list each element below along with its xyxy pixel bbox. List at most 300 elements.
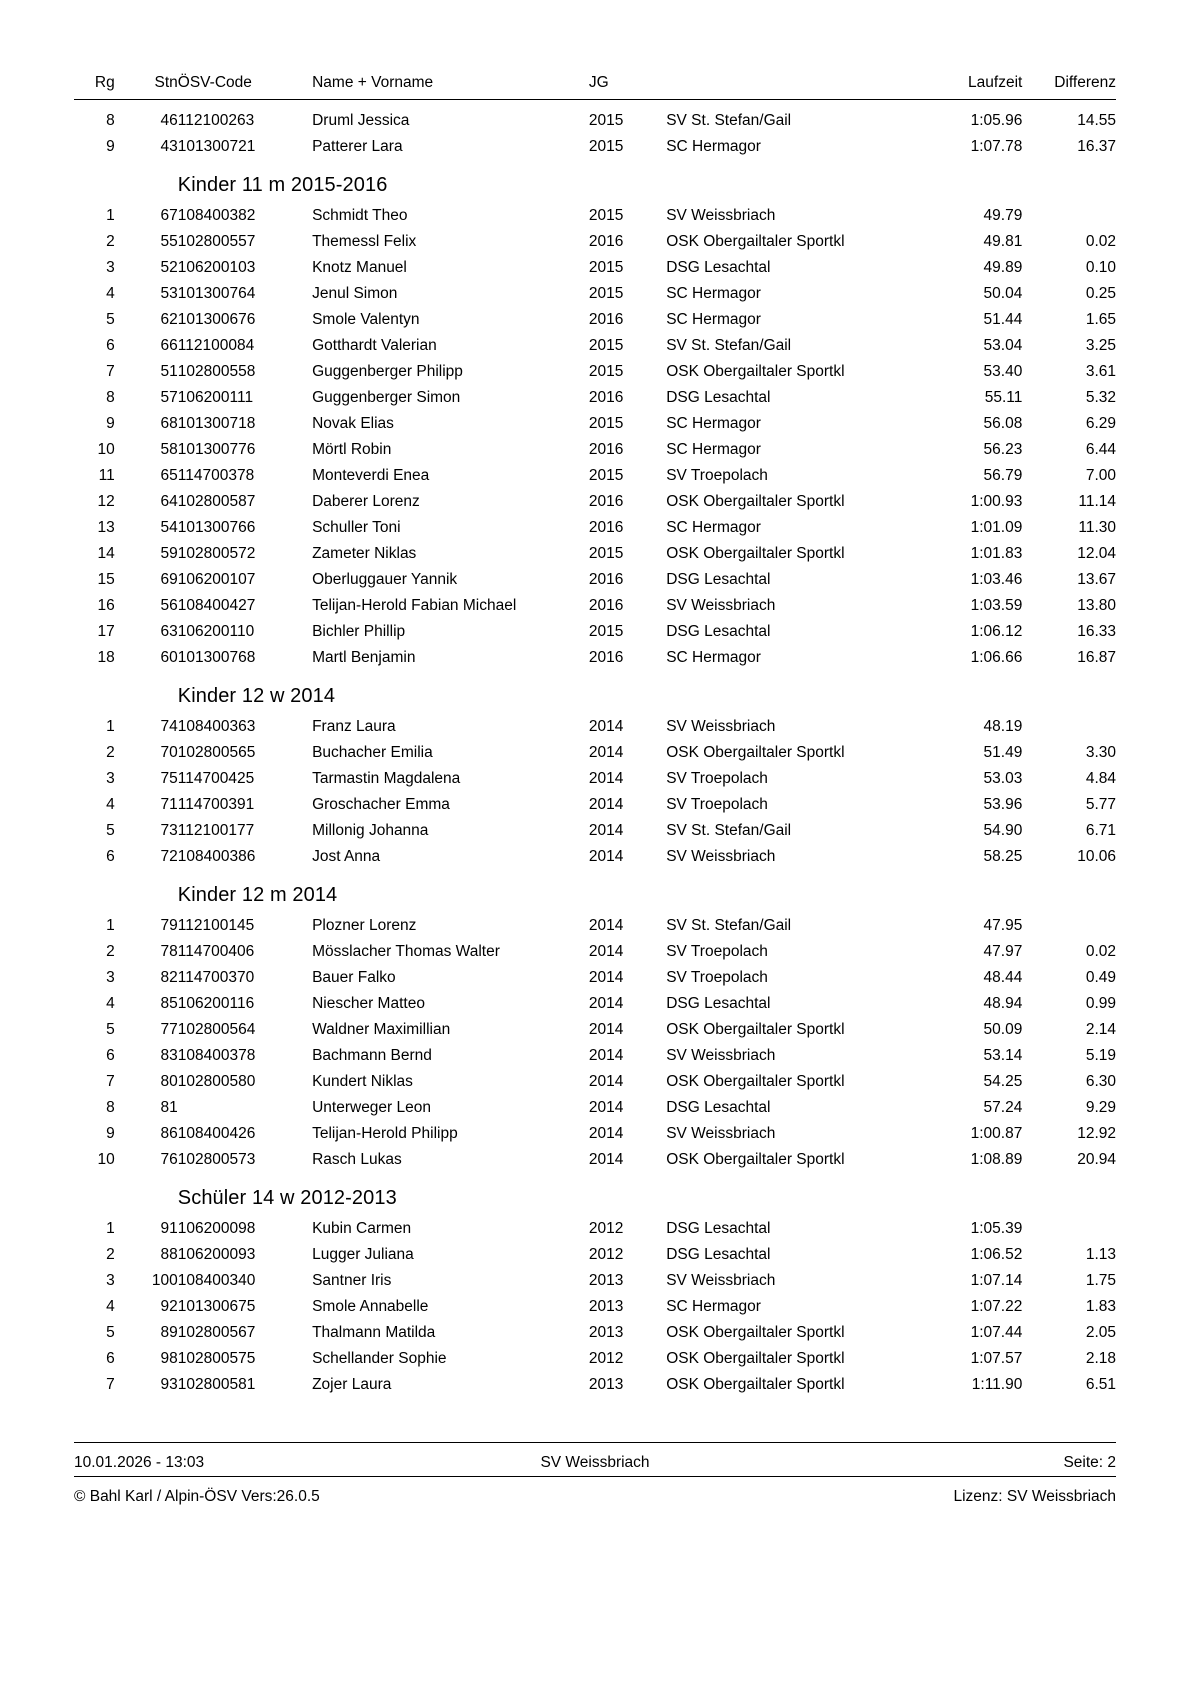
club-cell: DSG Lesachtal [666,259,771,276]
difference-cell: 12.92 [1077,1125,1116,1142]
column-header: ÖSV-Code [178,74,312,100]
start-number-cell: 59 [160,545,178,562]
athlete-name-cell: Buchacher Emilia [312,744,433,761]
birth-year-cell: 2015 [588,259,624,276]
birth-year-cell: 2013 [588,1298,624,1315]
rank-cell: 5 [106,1324,115,1341]
athlete-name-cell: Telijan-Herold Philipp [312,1125,458,1142]
club-cell: SV Troepolach [666,770,768,787]
rank-cell: 11 [98,467,115,484]
rank-cell: 12 [97,493,115,510]
difference-cell: 7.00 [1085,467,1116,484]
osv-code-cell: 101300718 [177,415,256,432]
rank-cell: 8 [106,1099,115,1116]
birth-year-cell: 2012 [588,1350,624,1367]
birth-year-cell: 2014 [588,969,624,986]
start-number-cell: 93 [160,1376,178,1393]
osv-code-cell: 102800564 [177,1021,256,1038]
run-time-cell: 58.25 [983,848,1023,865]
rank-cell: 3 [106,259,115,276]
spacer-cell [115,160,178,203]
rank-cell: 2 [106,233,115,250]
rank-cell: 16 [97,597,115,614]
athlete-name-cell: Daberer Lorenz [312,493,420,510]
rank-cell: 7 [106,363,115,380]
athlete-name-cell: Knotz Manuel [312,259,407,276]
osv-code-cell: 114700391 [177,796,255,813]
table-header-row [74,74,1116,100]
start-number-cell: 56 [160,597,178,614]
spacer-cell [115,870,178,913]
start-number-cell: 46 [160,112,178,129]
start-number-cell: 82 [160,969,178,986]
athlete-name-cell: Schuller Toni [312,519,401,536]
difference-cell: 11.14 [1078,493,1116,510]
run-time-cell: 1:05.39 [970,1220,1023,1237]
table-row [74,203,1116,229]
club-cell: OSK Obergailtaler Sportkl [666,1350,845,1367]
run-time-cell: 1:07.57 [970,1350,1023,1367]
birth-year-cell: 2014 [588,822,624,839]
club-cell: SV Troepolach [666,969,768,986]
start-number-cell: 92 [160,1298,178,1315]
table-row [74,740,1116,766]
run-time-cell: 49.79 [983,207,1023,224]
athlete-name-cell: Zojer Laura [312,1376,392,1393]
run-time-cell: 53.40 [983,363,1023,380]
birth-year-cell: 2014 [588,1099,624,1116]
rank-cell: 7 [106,1073,115,1090]
table-row [74,818,1116,844]
start-number-cell: 100 [151,1272,178,1289]
birth-year-cell: 2016 [588,571,624,588]
run-time-cell: 56.08 [983,415,1023,432]
start-number-cell: 83 [160,1047,178,1064]
birth-year-cell: 2012 [588,1220,624,1237]
difference-cell: 6.51 [1085,1376,1116,1393]
rank-cell: 18 [97,649,115,666]
rank-cell: 2 [106,1246,115,1263]
table-row [74,255,1116,281]
table-row [74,792,1116,818]
rank-cell: 4 [106,995,115,1012]
difference-cell: 3.61 [1085,363,1116,380]
club-cell: SV Troepolach [666,943,768,960]
rank-cell: 15 [97,571,115,588]
difference-cell: 1.83 [1085,1298,1116,1315]
club-cell: OSK Obergailtaler Sportkl [666,545,845,562]
start-number-cell: 91 [160,1220,178,1237]
table-row [74,134,1116,160]
difference-cell: 13.67 [1077,571,1116,588]
osv-code-cell: 114700425 [177,770,255,787]
birth-year-cell: 2015 [588,415,624,432]
club-cell: SC Hermagor [666,311,761,328]
difference-cell: 16.87 [1077,649,1116,666]
table-row [74,385,1116,411]
footer-license: Lizenz: SV Weissbriach [953,1488,1116,1505]
club-cell: DSG Lesachtal [666,995,771,1012]
run-time-cell: 56.23 [983,441,1023,458]
athlete-name-cell: Franz Laura [312,718,396,735]
rank-cell: 1 [106,917,115,934]
athlete-name-cell: Kubin Carmen [312,1220,412,1237]
difference-cell: 11.30 [1078,519,1116,536]
difference-cell: 13.80 [1077,597,1116,614]
birth-year-cell: 2015 [588,467,624,484]
club-cell: SV Weissbriach [666,207,776,224]
birth-year-cell: 2015 [588,545,624,562]
difference-cell: 16.33 [1077,623,1116,640]
birth-year-cell: 2015 [588,207,624,224]
club-cell: DSG Lesachtal [666,389,771,406]
birth-year-cell: 2015 [588,623,624,640]
club-cell: OSK Obergailtaler Sportkl [666,1073,845,1090]
club-cell: OSK Obergailtaler Sportkl [666,233,845,250]
page-footer [74,1442,1116,1510]
rank-cell: 6 [106,1047,115,1064]
run-time-cell: 1:01.09 [970,519,1023,536]
birth-year-cell: 2016 [588,389,624,406]
column-header [666,74,910,100]
table-row [74,463,1116,489]
birth-year-cell: 2012 [588,1246,624,1263]
rank-cell: 3 [106,1272,115,1289]
osv-code-cell: 106200103 [177,259,256,276]
difference-cell: 6.71 [1085,822,1116,839]
birth-year-cell: 2016 [588,519,624,536]
birth-year-cell: 2014 [588,744,624,761]
start-number-cell: 65 [160,467,178,484]
osv-code-cell: 102800580 [177,1073,256,1090]
club-cell: SV Weissbriach [666,718,776,735]
athlete-name-cell: Tarmastin Magdalena [312,770,461,787]
club-cell: SV St. Stefan/Gail [666,112,792,129]
start-number-cell: 57 [160,389,178,406]
athlete-name-cell: Groschacher Emma [312,796,450,813]
athlete-name-cell: Patterer Lara [312,138,403,155]
osv-code-cell: 108400340 [177,1272,256,1289]
osv-code-cell: 101300768 [177,649,256,666]
club-cell: OSK Obergailtaler Sportkl [666,363,845,380]
run-time-cell: 1:06.66 [970,649,1023,666]
birth-year-cell: 2014 [588,848,624,865]
run-time-cell: 1:03.59 [970,597,1023,614]
rank-cell: 5 [106,1021,115,1038]
osv-code-cell: 108400426 [177,1125,256,1142]
run-time-cell: 1:00.87 [970,1125,1023,1142]
rank-cell: 3 [106,969,115,986]
athlete-name-cell: Jenul Simon [312,285,398,302]
birth-year-cell: 2013 [588,1324,624,1341]
osv-code-cell: 114700406 [177,943,255,960]
club-cell: SV Weissbriach [666,1272,776,1289]
table-row [74,489,1116,515]
athlete-name-cell: Kundert Niklas [312,1073,413,1090]
osv-code-cell: 106200093 [177,1246,256,1263]
birth-year-cell: 2016 [588,311,624,328]
table-row [74,108,1116,134]
table-row [74,1372,1116,1398]
osv-code-cell: 101300676 [177,311,256,328]
birth-year-cell: 2016 [588,441,624,458]
club-cell: SV Weissbriach [666,1125,776,1142]
table-row [74,541,1116,567]
run-time-cell: 49.81 [983,233,1023,250]
footer-line-1 [74,1450,1116,1476]
start-number-cell: 79 [160,917,178,934]
rank-cell: 4 [106,285,115,302]
athlete-name-cell: Martl Benjamin [312,649,416,666]
run-time-cell: 53.14 [983,1047,1023,1064]
difference-cell: 12.04 [1077,545,1116,562]
birth-year-cell: 2014 [588,943,624,960]
table-row [74,714,1116,740]
table-row [74,1095,1116,1121]
rank-cell: 1 [106,207,115,224]
rank-cell: 4 [106,796,115,813]
start-number-cell: 76 [160,1151,178,1168]
rank-cell: 9 [106,415,115,432]
start-number-cell: 72 [160,848,178,865]
start-number-cell: 62 [160,311,178,328]
start-number-cell: 89 [160,1324,178,1341]
birth-year-cell: 2016 [588,649,624,666]
birth-year-cell: 2016 [588,233,624,250]
difference-cell: 0.02 [1085,943,1116,960]
table-row [74,1069,1116,1095]
difference-cell: 2.14 [1085,1021,1116,1038]
start-number-cell: 67 [160,207,178,224]
start-number-cell: 68 [160,415,178,432]
column-header: Name + Vorname [312,74,589,100]
start-number-cell: 78 [160,943,178,960]
rank-cell: 7 [106,1376,115,1393]
osv-code-cell: 112100084 [177,337,255,354]
start-number-cell: 80 [160,1073,178,1090]
start-number-cell: 55 [160,233,178,250]
club-cell: OSK Obergailtaler Sportkl [666,744,845,761]
difference-cell: 10.06 [1077,848,1116,865]
table-row [74,229,1116,255]
run-time-cell: 47.97 [983,943,1023,960]
athlete-name-cell: Smole Annabelle [312,1298,429,1315]
table-row [74,965,1116,991]
osv-code-cell: 108400386 [177,848,256,865]
run-time-cell: 1:07.14 [970,1272,1023,1289]
footer-copyright: © Bahl Karl / Alpin-ÖSV Vers:26.0.5 [74,1488,320,1505]
column-header: JG [589,74,666,100]
club-cell: OSK Obergailtaler Sportkl [666,493,845,510]
birth-year-cell: 2015 [588,363,624,380]
club-cell: OSK Obergailtaler Sportkl [666,1151,845,1168]
osv-code-cell: 102800558 [177,363,256,380]
athlete-name-cell: Monteverdi Enea [312,467,430,484]
difference-cell: 0.25 [1085,285,1116,302]
table-row [74,1320,1116,1346]
difference-cell: 5.32 [1085,389,1116,406]
athlete-name-cell: Schellander Sophie [312,1350,447,1367]
osv-code-cell: 106200111 [177,389,254,406]
run-time-cell: 48.94 [983,995,1023,1012]
difference-cell [1022,714,1116,740]
birth-year-cell: 2013 [588,1272,624,1289]
osv-code-cell: 101300675 [177,1298,256,1315]
osv-code-cell: 101300721 [177,138,256,155]
run-time-cell: 1:06.52 [970,1246,1023,1263]
birth-year-cell: 2014 [588,770,624,787]
run-time-cell: 53.04 [983,337,1023,354]
difference-cell: 5.77 [1085,796,1116,813]
osv-code-cell: 106200107 [177,571,256,588]
club-cell: OSK Obergailtaler Sportkl [666,1324,845,1341]
run-time-cell: 1:05.96 [970,112,1023,129]
table-row [74,1147,1116,1173]
column-header: Stn [115,74,178,100]
osv-code-cell: 106200098 [177,1220,256,1237]
start-number-cell: 70 [160,744,178,761]
osv-code-cell: 108400363 [177,718,256,735]
birth-year-cell: 2015 [588,138,624,155]
athlete-name-cell: Lugger Juliana [312,1246,414,1263]
club-cell: OSK Obergailtaler Sportkl [666,1376,845,1393]
results-table [74,74,1116,1398]
run-time-cell: 53.03 [983,770,1023,787]
osv-code-cell: 102800575 [177,1350,256,1367]
osv-code-cell: 108400378 [177,1047,256,1064]
category-title: Schüler 14 w 2012-2013 [177,1187,397,1209]
run-time-cell: 1:11.90 [971,1376,1023,1393]
run-time-cell: 50.04 [983,285,1023,302]
difference-cell: 16.37 [1077,138,1116,155]
club-cell: SC Hermagor [666,415,761,432]
club-cell: SV St. Stefan/Gail [666,822,792,839]
difference-cell: 2.18 [1085,1350,1116,1367]
category-heading-row [74,1173,1116,1216]
difference-cell: 1.13 [1085,1246,1116,1263]
column-header: Rg [74,74,115,100]
birth-year-cell: 2014 [588,1125,624,1142]
table-row [74,991,1116,1017]
club-cell: SV Weissbriach [666,848,776,865]
run-time-cell: 53.96 [983,796,1023,813]
osv-code-cell: 114700370 [177,969,255,986]
footer-organizer: SV Weissbriach [540,1454,650,1471]
run-time-cell: 1:01.83 [970,545,1023,562]
club-cell: DSG Lesachtal [666,571,771,588]
spacer-cell [74,160,115,203]
difference-cell: 3.30 [1085,744,1116,761]
difference-cell: 0.49 [1085,969,1116,986]
athlete-name-cell: Unterweger Leon [312,1099,432,1116]
table-row [74,515,1116,541]
rank-cell: 9 [106,1125,115,1142]
spacer-cell [74,671,115,714]
difference-cell [1022,1216,1116,1242]
run-time-cell: 48.19 [983,718,1023,735]
table-row [74,1294,1116,1320]
athlete-name-cell: Mösslacher Thomas Walter [312,943,500,960]
club-cell: SV Troepolach [666,467,768,484]
start-number-cell: 66 [160,337,178,354]
spacer [74,100,1116,109]
difference-cell: 6.44 [1085,441,1116,458]
difference-cell: 20.94 [1077,1151,1116,1168]
table-row [74,281,1116,307]
rank-cell: 6 [106,337,115,354]
osv-code-cell: 102800581 [177,1376,256,1393]
athlete-name-cell: Bichler Phillip [312,623,406,640]
category-title: Kinder 11 m 2015-2016 [177,174,388,196]
osv-code-cell: 102800565 [177,744,256,761]
rank-cell: 6 [106,1350,115,1367]
category-heading-row [74,671,1116,714]
osv-code-cell: 102800572 [177,545,256,562]
rank-cell: 8 [106,112,115,129]
rank-cell: 2 [106,943,115,960]
start-number-cell: 69 [160,571,178,588]
athlete-name-cell: Santner Iris [312,1272,392,1289]
column-header: Laufzeit [910,74,1022,100]
run-time-cell: 1:07.78 [970,138,1023,155]
spacer-cell [115,671,178,714]
start-number-cell: 43 [160,138,178,155]
table-row [74,1121,1116,1147]
run-time-cell: 1:03.46 [970,571,1023,588]
osv-code-cell: 108400382 [177,207,256,224]
rank-cell: 10 [97,1151,115,1168]
osv-code-cell: 108400427 [177,597,256,614]
difference-cell: 1.65 [1085,311,1116,328]
osv-code-cell: 106200110 [177,623,255,640]
rank-cell: 3 [106,770,115,787]
table-row [74,333,1116,359]
athlete-name-cell: Millonig Johanna [312,822,429,839]
birth-year-cell: 2016 [588,597,624,614]
osv-code-cell: 101300764 [177,285,256,302]
osv-code-cell: 112100145 [177,917,255,934]
rank-cell: 1 [106,718,115,735]
difference-cell: 6.30 [1085,1073,1116,1090]
run-time-cell: 51.44 [983,311,1023,328]
table-row [74,619,1116,645]
athlete-name-cell: Themessl Felix [312,233,417,250]
osv-code-cell: 106200116 [177,995,255,1012]
table-row [74,359,1116,385]
athlete-name-cell: Zameter Niklas [312,545,417,562]
spacer-cell [74,100,1116,109]
rank-cell: 17 [97,623,115,640]
table-row [74,437,1116,463]
difference-cell: 9.29 [1085,1099,1116,1116]
start-number-cell: 85 [160,995,178,1012]
athlete-name-cell: Mörtl Robin [312,441,392,458]
osv-code-cell: 112100263 [177,112,255,129]
osv-code-cell: 101300776 [177,441,256,458]
athlete-name-cell: Smole Valentyn [312,311,420,328]
start-number-cell: 53 [160,285,178,302]
run-time-cell: 47.95 [983,917,1023,934]
rank-cell: 10 [97,441,115,458]
athlete-name-cell: Telijan-Herold Fabian Michael [312,597,517,614]
difference-cell: 14.55 [1077,112,1116,129]
rank-cell: 5 [106,311,115,328]
difference-cell [1022,203,1116,229]
footer-divider-top [74,1442,1116,1443]
osv-code-cell [178,1095,312,1121]
table-row [74,939,1116,965]
birth-year-cell: 2014 [588,718,624,735]
